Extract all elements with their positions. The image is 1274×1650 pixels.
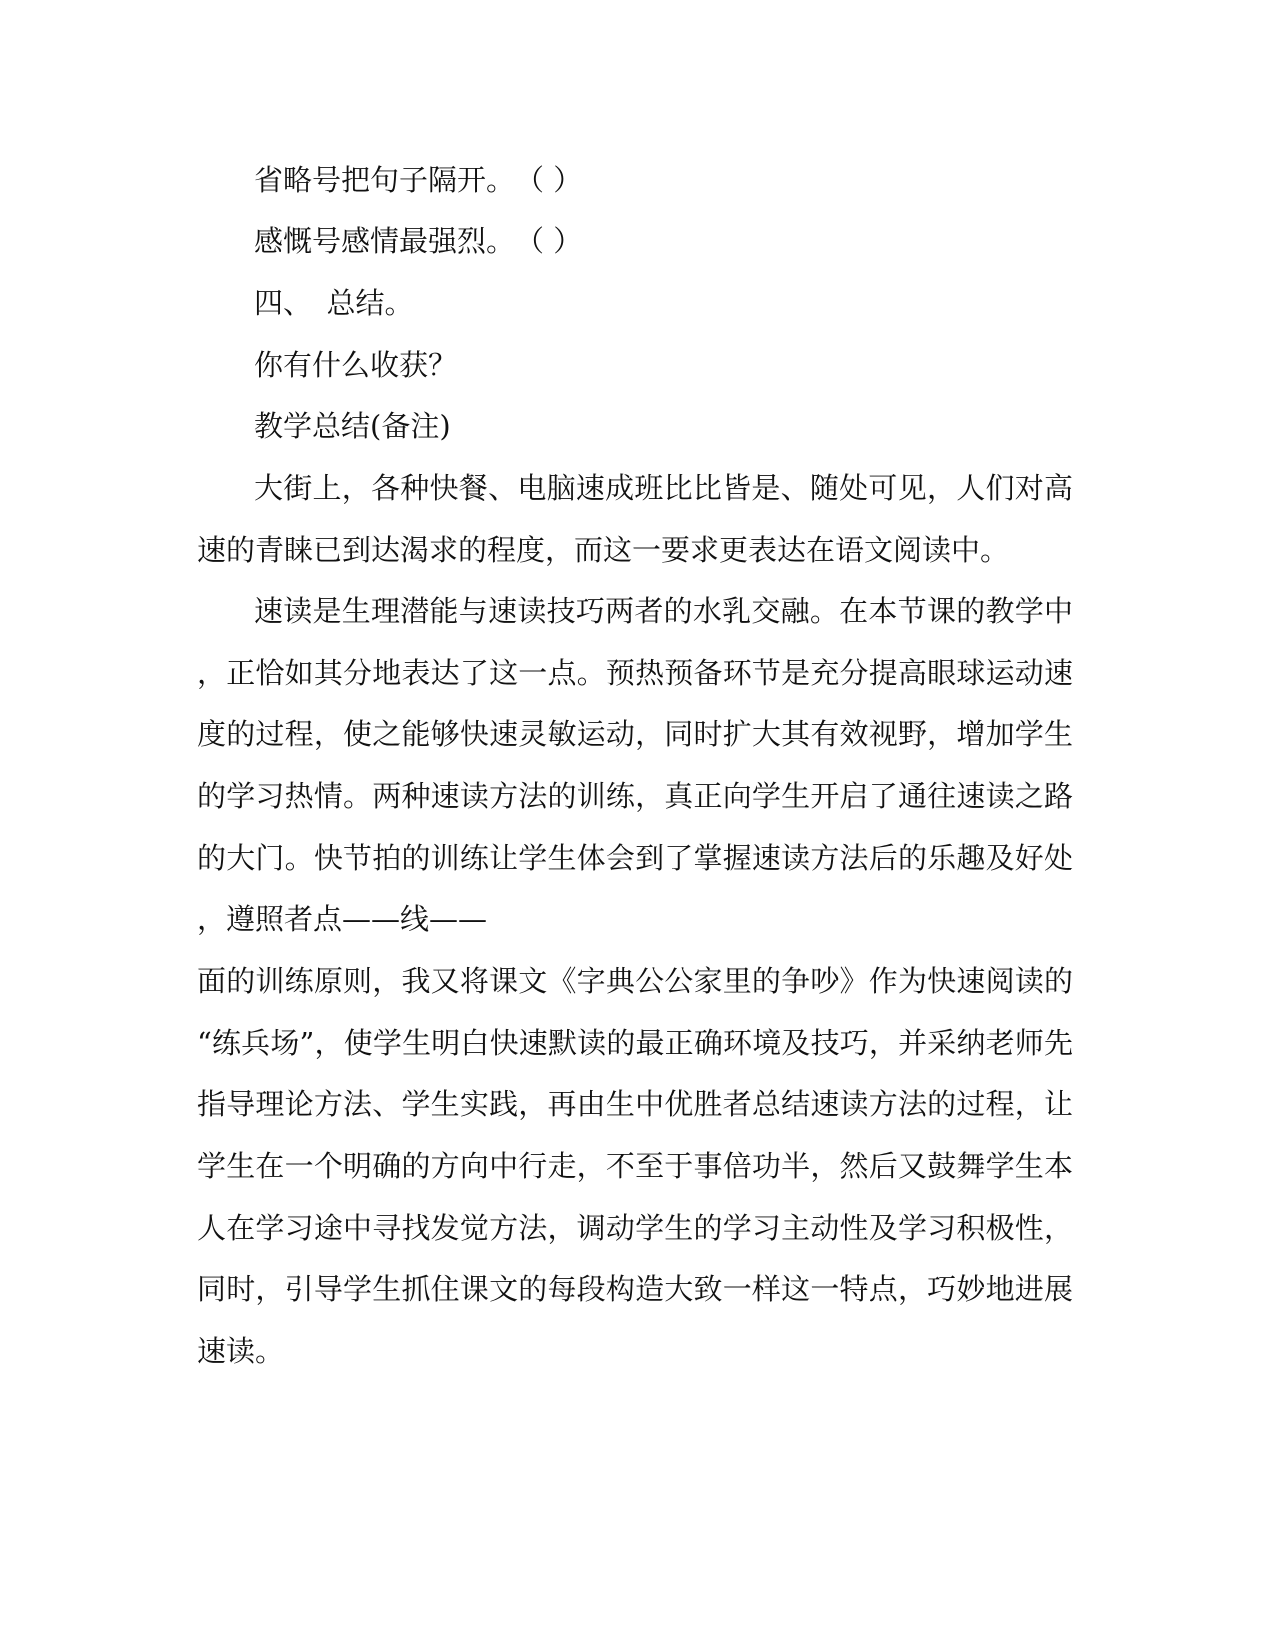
paragraph-2-line-2: ，正恰如其分地表达了这一点。预热预备环节是充分提高眼球运动速 (197, 656, 1073, 690)
paragraph-2-line-8: “练兵场”，使学生明白快速默读的最正确环境及技巧，并采纳老师先 (197, 1026, 1073, 1060)
paragraph-2-line-3: 度的过程，使之能够快速灵敏运动，同时扩大其有效视野，增加学生 (197, 717, 1073, 751)
paragraph-2-line-13: 速读。 (197, 1334, 285, 1368)
paragraph-2-line-5: 的大门。快节拍的训练让学生体会到了掌握速读方法后的乐趣及好处 (197, 841, 1073, 875)
paragraph-2-line-12: 同时，引导学生抓住课文的每段构造大致一样这一特点，巧妙地进展 (197, 1272, 1073, 1306)
paragraph-2-line-9: 指导理论方法、学生实践，再由生中优胜者总结速读方法的过程，让 (197, 1087, 1073, 1121)
paragraph-1-line-1: 大街上，各种快餐、电脑速成班比比皆是、随处可见，人们对高 (254, 471, 1073, 505)
paragraph-2-line-11: 人在学习途中寻找发觉方法，调动学生的学习主动性及学习积极性， (197, 1211, 1073, 1245)
section-heading-summary: 四、 总结。 (254, 286, 414, 320)
text-line-question: 你有什么收获？ (254, 348, 458, 382)
paragraph-2-line-7: 面的训练原则，我又将课文《字典公公家里的争吵》作为快速阅读的 (197, 964, 1073, 998)
paragraph-2-line-10: 学生在一个明确的方向中行走，不至于事倍功半，然后又鼓舞学生本 (197, 1149, 1073, 1183)
paragraph-2-line-6: ，遵照者点——线—— (197, 902, 488, 936)
paragraph-2-line-1: 速读是生理潜能与速读技巧两者的水乳交融。在本节课的教学中 (254, 594, 1073, 628)
section-heading-teaching-summary: 教学总结(备注) (254, 409, 451, 443)
text-line-ellipsis-question: 省略号把句子隔开。 （ ） (254, 163, 583, 197)
text-line-exclamation-question: 感慨号感情最强烈。 （ ） (254, 224, 583, 258)
paragraph-1-line-2: 速的青睐已到达渴求的程度，而这一要求更表达在语文阅读中。 (197, 533, 1010, 567)
paragraph-2-line-4: 的学习热情。两种速读方法的训练，真正向学生开启了通往速读之路 (197, 779, 1073, 813)
